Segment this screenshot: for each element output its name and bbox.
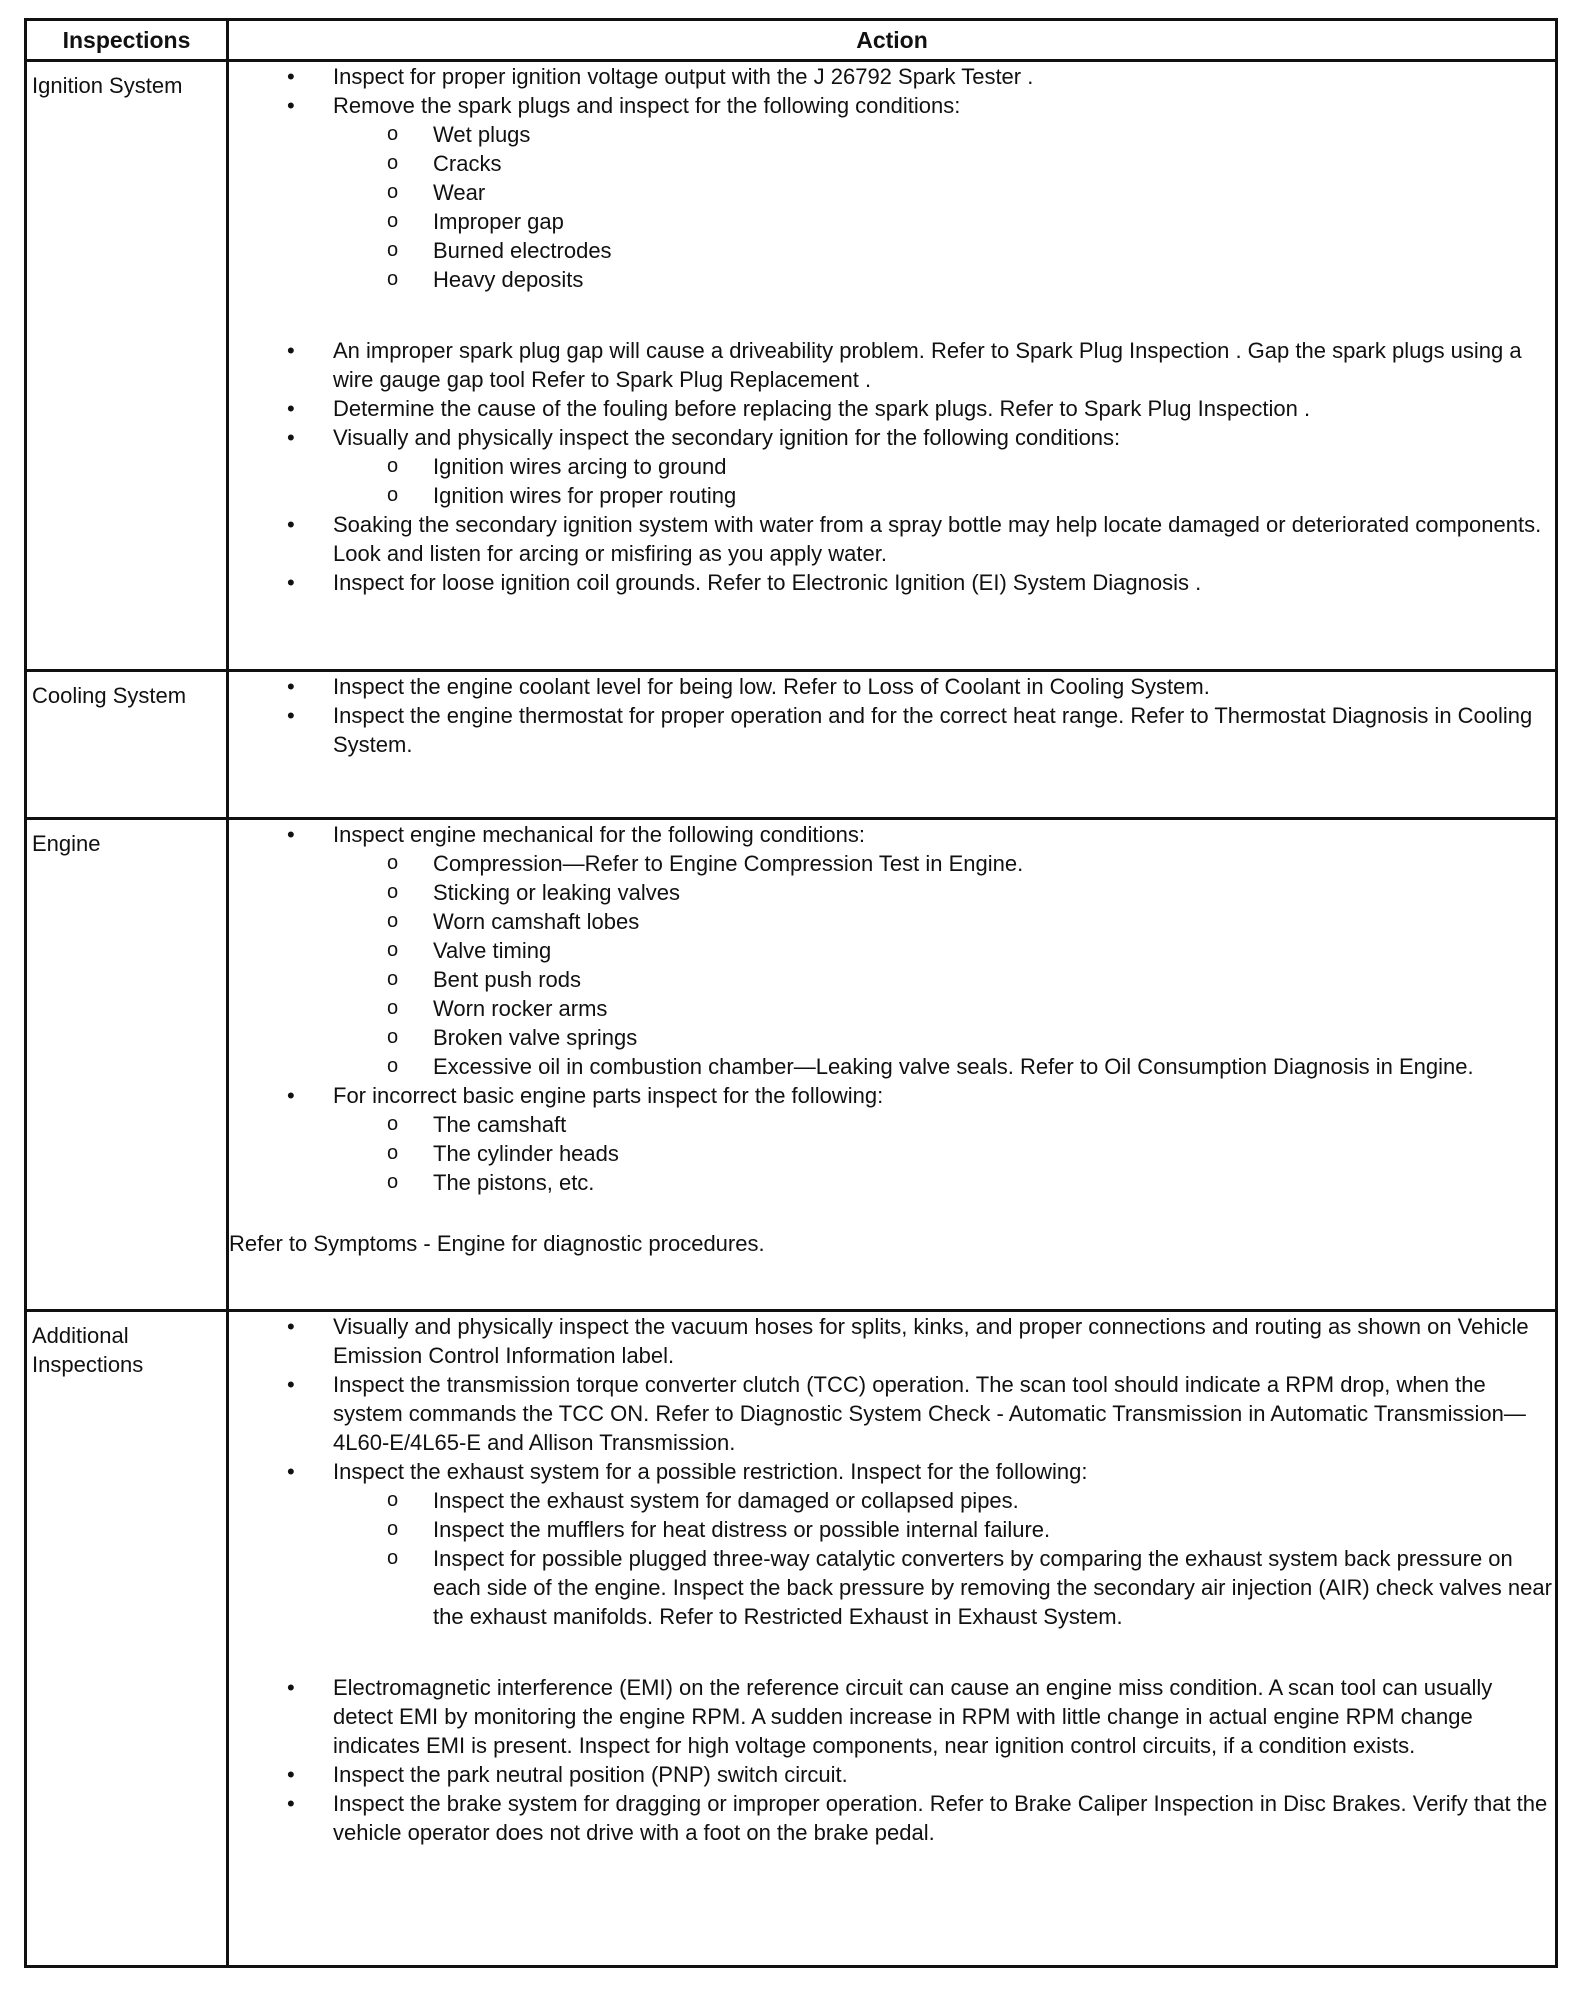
- sub-item: o The pistons, etc.: [229, 1168, 1555, 1197]
- action-text: Determine the cause of the fouling before replacing the spark plugs. Refer to Spark Plug Inspection .: [333, 396, 1311, 421]
- header-inspections: Inspections: [26, 20, 228, 61]
- inspection-label: Additional Inspections: [32, 1323, 144, 1377]
- action-item: [229, 1370, 1555, 1457]
- action-item: [229, 1760, 1555, 1789]
- row-engine: [26, 819, 1557, 1311]
- sub-item: o Cracks: [229, 149, 1555, 178]
- action-list: [229, 1312, 1555, 1847]
- sub-item: o Ignition wires for proper routing: [229, 481, 1555, 510]
- sub-item: o Worn camshaft lobes: [229, 907, 1555, 936]
- action-item: [229, 1312, 1555, 1370]
- action-item: [229, 568, 1555, 597]
- sub-item: o Improper gap: [229, 207, 1555, 236]
- inspection-label: Cooling System: [32, 683, 187, 708]
- sub-item: o Worn rocker arms: [229, 994, 1555, 1023]
- action-item: [229, 1789, 1555, 1847]
- action-list: [229, 672, 1555, 759]
- engine-footnote: Refer to Symptoms - Engine for diagnostic procedures.: [229, 1231, 765, 1256]
- sub-item: o Broken valve springs: [229, 1023, 1555, 1052]
- action-text: Inspect the brake system for dragging or improper operation. Refer to Brake Caliper Inspection in Disc Brakes. Verify that the vehicle operator does not drive with a foot on the brake pedal.: [333, 1791, 1548, 1845]
- action-text: Soaking the secondary ignition system with water from a spray bottle may help locate damaged or deteriorated components. Look and listen for arcing or misfiring as you apply water.: [333, 512, 1542, 566]
- sub-item: o Inspect the mufflers for heat distress or possible internal failure.: [229, 1515, 1555, 1544]
- sub-item: o Heavy deposits: [229, 265, 1555, 294]
- sub-item: o Compression—Refer to Engine Compression Test in Engine.: [229, 849, 1555, 878]
- action-text: Electromagnetic interference (EMI) on the reference circuit can cause an engine miss condition. A scan tool can usually detect EMI by monitoring the engine RPM. A sudden increase in RPM with little change in actual engine RPM change indicates EMI is present. Inspect for high voltage components, near ignition control circuits, if a condition exists.: [333, 1675, 1493, 1758]
- sub-item: o Ignition wires arcing to ground: [229, 452, 1555, 481]
- action-list: [229, 820, 1555, 1197]
- inspection-cell: [26, 61, 228, 671]
- action-text: Inspect the park neutral position (PNP) switch circuit.: [333, 1762, 848, 1787]
- sub-list: [333, 452, 1555, 510]
- inspection-table: [24, 18, 1558, 1968]
- action-cell: [228, 819, 1557, 1311]
- sub-item: o The cylinder heads: [229, 1139, 1555, 1168]
- sub-item: o Inspect the exhaust system for damaged or collapsed pipes.: [229, 1486, 1555, 1515]
- action-text: Inspect the exhaust system for a possible restriction. Inspect for the following:: [333, 1459, 1088, 1484]
- action-item: [229, 1673, 1555, 1760]
- action-text: Inspect for loose ignition coil grounds. Refer to Electronic Ignition (EI) System Diagnosis .: [333, 570, 1202, 595]
- header-row: [26, 20, 1557, 61]
- action-cell: [228, 1311, 1557, 1967]
- action-text: Inspect the engine thermostat for proper operation and for the correct heat range. Refer to Thermostat Diagnosis in Cooling System.: [333, 703, 1533, 757]
- action-text: Inspect the transmission torque converter clutch (TCC) operation. The scan tool should indicate a RPM drop, when the system commands the TCC ON. Refer to Diagnostic System Check - Automatic Transmission in Automatic Transmission—4L60-E/4L65-E and Allison Transmission.: [333, 1372, 1526, 1455]
- sub-item: o Excessive oil in combustion chamber—Leaking valve seals. Refer to Oil Consumption Diagnosis in Engine.: [229, 1052, 1555, 1081]
- inspection-label: Ignition System: [32, 73, 183, 98]
- sub-item: o Valve timing: [229, 936, 1555, 965]
- row-additional-inspections: [26, 1311, 1557, 1967]
- sub-item: o Wet plugs: [229, 120, 1555, 149]
- action-text: An improper spark plug gap will cause a driveability problem. Refer to Spark Plug Inspection . Gap the spark plugs using a wire gauge gap tool Refer to Spark Plug Replacement .: [333, 338, 1522, 392]
- header-action: Action: [228, 20, 1557, 61]
- row-ignition-system: [26, 61, 1557, 671]
- action-item: [229, 701, 1555, 759]
- action-cell: [228, 61, 1557, 671]
- action-text: For incorrect basic engine parts inspect for the following:: [333, 1083, 884, 1108]
- action-item: [229, 423, 1555, 510]
- inspection-cell: [26, 1311, 228, 1967]
- action-item: [229, 62, 1555, 91]
- action-cell: [228, 671, 1557, 819]
- action-item: [229, 820, 1555, 1081]
- sub-item: o Inspect for possible plugged three-way catalytic converters by comparing the exhaust system back pressure on each side of the engine. Inspect the back pressure by removing the secondary air injection (AIR) check valves near the exhaust manifolds. Refer to Restricted Exhaust in Exhaust System.: [229, 1544, 1555, 1631]
- sub-item: o Burned electrodes: [229, 236, 1555, 265]
- sub-list: [333, 849, 1555, 1081]
- action-text: Visually and physically inspect the secondary ignition for the following conditions:: [333, 425, 1121, 450]
- inspection-cell: [26, 671, 228, 819]
- sub-list: [333, 120, 1555, 294]
- sub-item: o The camshaft: [229, 1110, 1555, 1139]
- sub-list: [333, 1110, 1555, 1197]
- action-item: [229, 672, 1555, 701]
- sub-item: o Sticking or leaking valves: [229, 878, 1555, 907]
- action-text: Remove the spark plugs and inspect for the following conditions:: [333, 93, 961, 118]
- action-text: Visually and physically inspect the vacuum hoses for splits, kinks, and proper connections and routing as shown on Vehicle Emission Control Information label.: [333, 1314, 1529, 1368]
- inspection-label: Engine: [32, 831, 101, 856]
- inspection-cell: [26, 819, 228, 1311]
- action-item: [229, 510, 1555, 568]
- action-text: Inspect engine mechanical for the following conditions:: [333, 822, 865, 847]
- row-cooling-system: [26, 671, 1557, 819]
- sub-item: o Bent push rods: [229, 965, 1555, 994]
- action-item: [229, 1081, 1555, 1197]
- action-item: [229, 394, 1555, 423]
- action-text: Inspect the engine coolant level for being low. Refer to Loss of Coolant in Cooling System.: [333, 674, 1210, 699]
- action-item: [229, 336, 1555, 394]
- action-text: Inspect for proper ignition voltage output with the J 26792 Spark Tester .: [333, 64, 1034, 89]
- action-item: [229, 1457, 1555, 1673]
- action-item: [229, 91, 1555, 336]
- action-list: [229, 62, 1555, 597]
- sub-list: [333, 1486, 1555, 1631]
- sub-item: o Wear: [229, 178, 1555, 207]
